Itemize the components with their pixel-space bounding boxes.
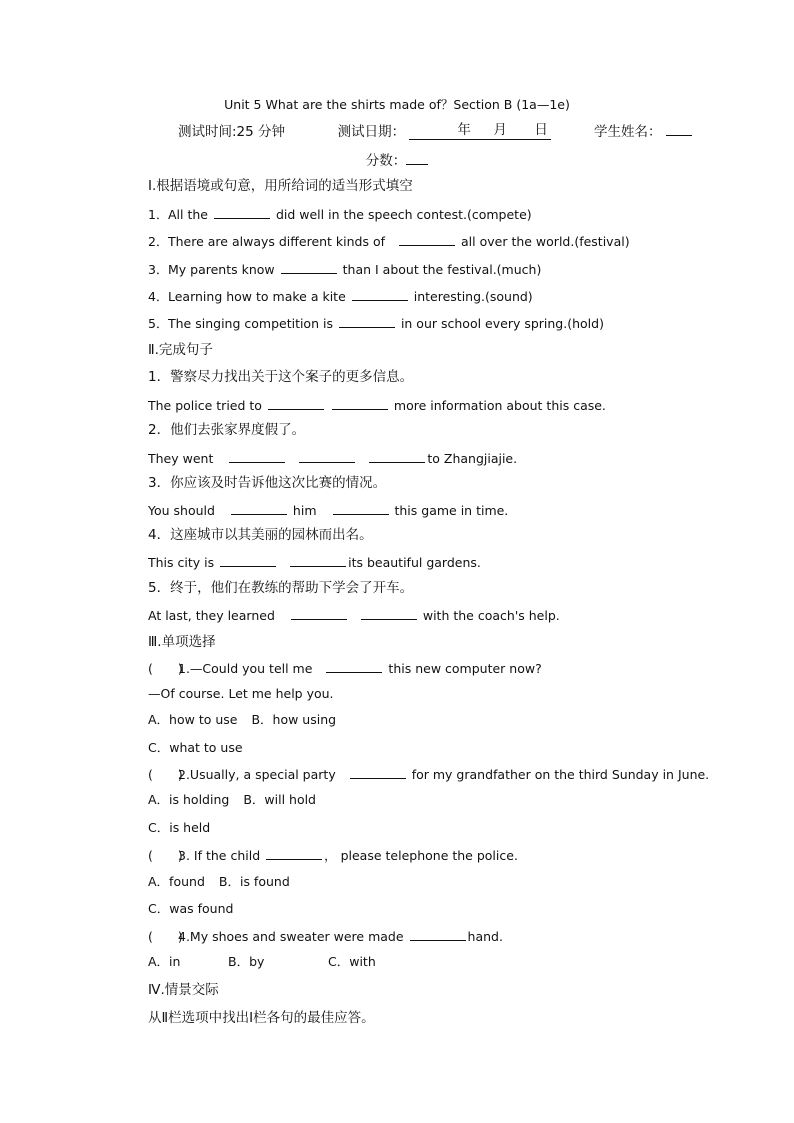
s2-q5-pre: At last, they learned <box>148 608 275 623</box>
s3-q1-reply: —Of course. Let me help you. <box>148 686 334 701</box>
answer-blank <box>281 261 337 274</box>
section2-heading: Ⅱ.完成句子 <box>148 342 213 358</box>
s1-question-5 <box>148 315 604 332</box>
s3-q1-paren: ( ) <box>148 661 183 676</box>
s2-q1-chinese: 1．警察尽力找出关于这个案子的更多信息。 <box>148 369 414 385</box>
s3-q2-paren: ( ) <box>148 767 183 782</box>
s2-q2-post: to Zhangjiajie. <box>427 451 518 466</box>
answer-blank <box>399 233 455 246</box>
s1-question-4 <box>148 288 533 305</box>
s3-q3-paren: ( ) <box>148 848 183 863</box>
s3-q2-stem-post: for my grandfather on the third Sunday in June. <box>411 767 710 782</box>
s2-q5-english <box>148 607 560 624</box>
s3-q1-option-b: B．how using <box>251 712 337 727</box>
answer-blank <box>290 554 346 567</box>
s3-q4-options <box>148 954 376 970</box>
s3-q3-option-b: B．is found <box>218 874 290 889</box>
s3-q4-stem-pre: 4.My shoes and sweater were made <box>178 929 404 944</box>
answer-blank <box>369 450 425 463</box>
s1-q2-post: all over the world.(festival) <box>461 234 630 249</box>
section1-heading: Ⅰ.根据语境或句意，用所给词的适当形式填空 <box>148 178 413 194</box>
score-label: 分数： <box>365 153 407 169</box>
s2-q2-chinese: 2．他们去张家界度假了。 <box>148 422 306 438</box>
s1-q2-pre: There are always different kinds of <box>168 234 386 249</box>
answer-blank <box>339 315 395 328</box>
s2-q4-post: its beautiful gardens. <box>348 555 481 570</box>
s2-q3-pre: You should <box>148 503 215 518</box>
answer-blank <box>229 450 285 463</box>
s3-q4-stem <box>148 928 503 945</box>
answer-blank <box>266 847 322 860</box>
section4-instruction: 从Ⅱ栏选项中找出Ⅰ栏各句的最佳应答。 <box>148 1010 375 1026</box>
s2-q5-post: with the coach's help. <box>422 608 560 623</box>
s1-q3-post: than I about the festival.(much) <box>342 262 542 277</box>
s2-q5-chinese: 5．终于，他们在教练的帮助下学会了开车。 <box>148 580 414 596</box>
s1-question-1 <box>148 206 532 223</box>
s1-q3-pre: My parents know <box>168 262 275 277</box>
date-year: 年 <box>457 122 471 138</box>
s3-q2-option-b: B．will hold <box>243 792 316 807</box>
s3-q3-stem-pre: 3. If the child <box>178 848 261 863</box>
section3-heading: Ⅲ.单项选择 <box>148 634 216 650</box>
s1-question-2 <box>148 233 630 250</box>
score-blank <box>406 152 428 165</box>
s3-q1-stem <box>148 660 542 677</box>
test-meta <box>178 123 692 140</box>
s2-q2-english <box>148 450 517 467</box>
date-day: 日 <box>534 122 548 138</box>
s2-q2-pre: They went <box>148 451 214 466</box>
s3-q4-option-a: A．in <box>148 954 181 969</box>
s2-q3-chinese: 3．你应该及时告诉他这次比赛的情况。 <box>148 475 387 491</box>
s3-q4-paren: ( ) <box>148 929 183 944</box>
date-month: 月 <box>493 122 507 138</box>
s3-q3-option-a: A．found <box>148 874 205 889</box>
answer-blank <box>332 397 388 410</box>
s3-q2-option-c: C．is held <box>148 820 211 835</box>
s1-q4-number: 4． <box>148 289 169 304</box>
s1-question-3 <box>148 261 541 278</box>
s1-q5-post: in our school every spring.(hold) <box>400 316 604 331</box>
s3-q4-option-b: B．by <box>228 954 265 969</box>
s3-q2-option-a: A．is holding <box>148 792 230 807</box>
s1-q2-number: 2． <box>148 234 169 249</box>
s3-q2-options-ab <box>148 792 316 808</box>
answer-blank <box>361 607 417 620</box>
s3-q3-stem-post: ， please telephone the police. <box>324 848 518 863</box>
test-time-label: 测试时间:25 分钟 <box>178 124 286 140</box>
answer-blank <box>299 450 355 463</box>
s3-q1-stem-pre: 1.—Could you tell me <box>178 661 313 676</box>
s3-q1-option-a: A．how to use <box>148 712 238 727</box>
page-title: Unit 5 What are the shirts made of？Section B (1a—1e) <box>224 97 570 112</box>
s3-q1-options-ab <box>148 712 336 728</box>
s2-q4-pre: This city is <box>148 555 215 570</box>
answer-blank <box>350 766 406 779</box>
s2-q3-mid: him <box>292 503 317 518</box>
answer-blank <box>326 660 382 673</box>
s2-q4-english <box>148 554 481 571</box>
score-line <box>0 152 794 169</box>
student-name-label: 学生姓名： <box>594 124 662 140</box>
s3-q3-options-ab <box>148 874 290 890</box>
answer-blank <box>352 288 408 301</box>
section4-heading: Ⅳ.情景交际 <box>148 982 219 998</box>
date-blank <box>409 124 551 140</box>
answer-blank <box>214 206 270 219</box>
s2-q3-english <box>148 502 508 519</box>
answer-blank <box>291 607 347 620</box>
answer-blank <box>231 502 287 515</box>
s1-q3-number: 3． <box>148 262 169 277</box>
answer-blank <box>268 397 324 410</box>
s1-q1-pre: All the <box>168 207 208 222</box>
answer-blank <box>220 554 276 567</box>
s2-q1-pre: The police tried to <box>148 398 262 413</box>
test-date-label: 测试日期： <box>337 124 406 140</box>
s3-q1-option-c: C．what to use <box>148 740 243 755</box>
s1-q4-post: interesting.(sound) <box>413 289 533 304</box>
s1-q4-pre: Learning how to make a kite <box>168 289 346 304</box>
s3-q3-stem <box>148 847 518 864</box>
s3-q2-stem <box>148 766 709 783</box>
s1-q1-post: did well in the speech contest.(compete) <box>275 207 532 222</box>
answer-blank <box>410 928 466 941</box>
s3-q4-option-c: C．with <box>328 954 376 969</box>
s3-q2-stem-pre: 2.Usually, a special party <box>178 767 336 782</box>
s3-q1-stem-post: this new computer now? <box>388 661 542 676</box>
s1-q1-number: 1． <box>148 207 169 222</box>
s2-q4-chinese: 4．这座城市以其美丽的园林而出名。 <box>148 527 373 543</box>
s2-q1-english <box>148 397 606 414</box>
s1-q5-pre: The singing competition is <box>168 316 333 331</box>
s3-q3-option-c: C．was found <box>148 901 234 916</box>
s2-q3-post: this game in time. <box>394 503 509 518</box>
student-name-blank <box>666 123 692 136</box>
s1-q5-number: 5． <box>148 316 169 331</box>
s2-q1-post: more information about this case. <box>393 398 606 413</box>
s3-q4-stem-post: hand. <box>467 929 503 944</box>
answer-blank <box>333 502 389 515</box>
